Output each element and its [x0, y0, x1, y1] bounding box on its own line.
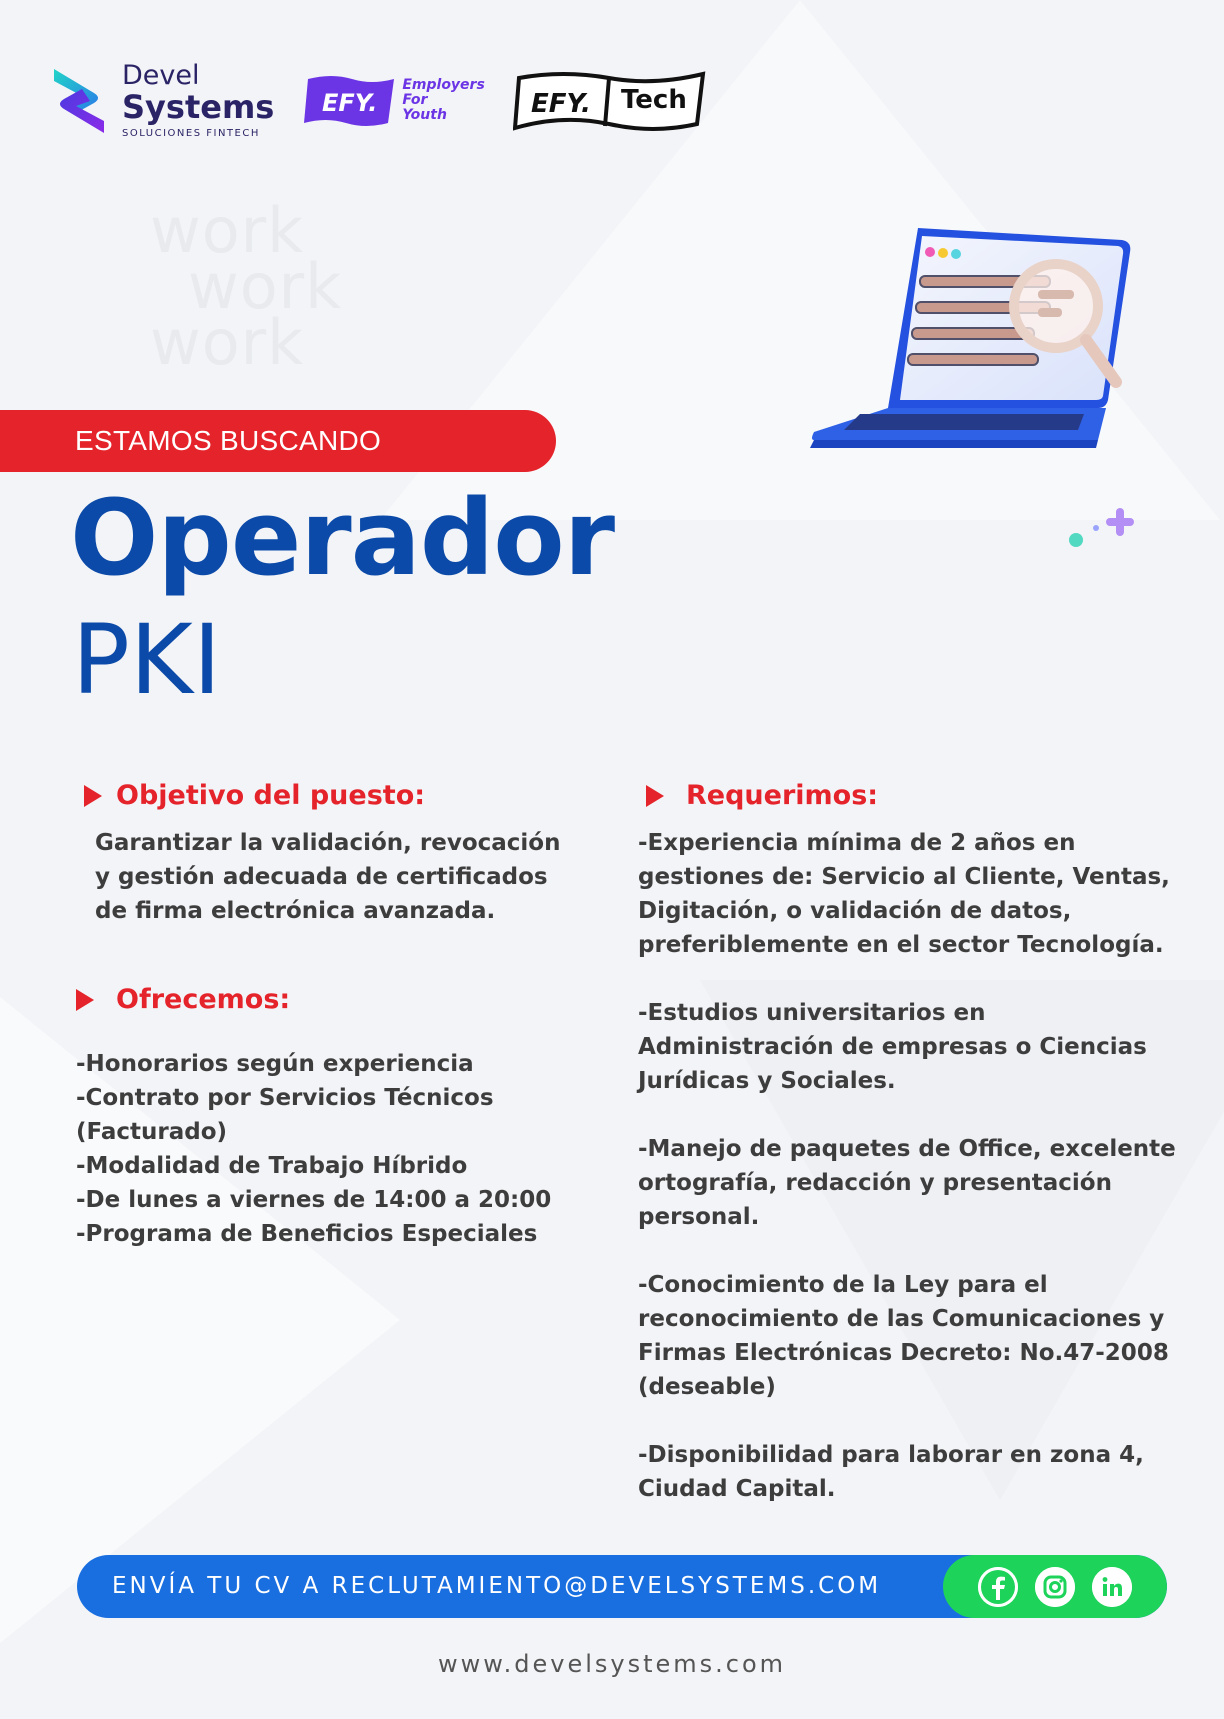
objetivo-line: Garantizar la validación, revocación — [95, 830, 561, 856]
job-title: Operador — [70, 477, 615, 599]
objetivo-heading — [84, 780, 425, 811]
efy-text-line3: Youth — [402, 106, 447, 123]
devel-logo-tagline: SOLUCIONES FINTECH — [122, 128, 260, 139]
objetivo-line: y gestión adecuada de certificados — [95, 864, 548, 890]
requerimos-line: Ciudad Capital. — [638, 1476, 836, 1502]
requerimos-line: -Conocimiento de la Ley para el — [638, 1272, 1048, 1298]
requerimos-line: -Disponibilidad para laborar en zona 4, — [638, 1442, 1144, 1468]
efy-mark-text: EFY. — [322, 88, 378, 117]
ofrecemos-item: -Honorarios según experiencia — [76, 1051, 474, 1077]
objetivo-heading-text: Objetivo del puesto: — [116, 780, 426, 811]
cta-bar — [77, 1555, 1167, 1618]
efy-tech-mark-text: EFY. — [530, 88, 591, 119]
devel-logo-line2: Systems — [122, 88, 275, 126]
ofrecemos-heading — [76, 984, 290, 1015]
ofrecemos-item: -Contrato por Servicios Técnicos — [76, 1085, 494, 1111]
plus-sparkle-icon — [1062, 500, 1138, 550]
linkedin-icon[interactable] — [1092, 1567, 1132, 1607]
triangle-bullet-icon — [76, 989, 94, 1011]
social-links — [943, 1555, 1167, 1618]
requerimos-line: personal. — [638, 1204, 760, 1230]
requerimos-heading-text: Requerimos: — [686, 780, 879, 811]
requerimos-line: reconocimiento de las Comunicaciones y — [638, 1306, 1165, 1332]
efy-tech-logo — [513, 66, 709, 136]
instagram-icon[interactable] — [1035, 1567, 1075, 1607]
efy-flag-icon — [302, 71, 398, 131]
requerimos-line: Firmas Electrónicas Decreto: No.47-2008 — [638, 1340, 1169, 1366]
ofrecemos-item: -Programa de Beneficios Especiales — [76, 1221, 538, 1247]
cv-email-link[interactable]: ENVÍA TU CV A RECLUTAMIENTO@DEVELSYSTEMS.COM — [112, 1573, 882, 1599]
requerimos-line: Digitación, o validación de datos, — [638, 898, 1072, 924]
requerimos-line: gestiones de: Servicio al Cliente, Ventas, — [638, 864, 1170, 890]
triangle-bullet-icon — [646, 785, 664, 807]
ofrecemos-item: (Facturado) — [76, 1119, 228, 1145]
ofrecemos-list — [76, 1047, 551, 1251]
website-url[interactable]: www.develsystems.com — [437, 1650, 787, 1678]
requerimos-list — [638, 826, 1176, 1506]
requerimos-line: -Estudios universitarios en — [638, 1000, 986, 1026]
requerimos-heading — [646, 780, 878, 811]
devel-logo-line1: Devel — [122, 60, 200, 91]
watermark-text: work — [188, 250, 343, 323]
job-title-subtitle: PKI — [72, 604, 222, 716]
logo-row — [46, 62, 709, 139]
requerimos-line: preferiblemente en el sector Tecnología. — [638, 932, 1164, 958]
requerimos-line: -Experiencia mínima de 2 años en — [638, 830, 1076, 856]
facebook-icon[interactable] — [978, 1567, 1018, 1607]
requerimos-line: Jurídicas y Sociales. — [638, 1068, 896, 1094]
devel-systems-mark-icon — [46, 63, 112, 139]
requerimos-line: ortografía, redacción y presentación — [638, 1170, 1112, 1196]
requerimos-line: Administración de empresas o Ciencias — [638, 1034, 1147, 1060]
efy-tech-text: Tech — [620, 84, 687, 115]
estamos-buscando-banner: ESTAMOS BUSCANDO — [0, 410, 556, 472]
efy-logo — [302, 71, 484, 131]
requerimos-line: -Manejo de paquetes de Office, excelente — [638, 1136, 1176, 1162]
triangle-bullet-icon — [84, 785, 102, 807]
watermark-text: work — [150, 194, 305, 267]
objetivo-line: de firma electrónica avanzada. — [95, 898, 496, 924]
objetivo-text — [95, 826, 560, 928]
ofrecemos-item: -De lunes a viernes de 14:00 a 20:00 — [76, 1187, 552, 1213]
requerimos-line: (deseable) — [638, 1374, 776, 1400]
devel-systems-logo — [46, 62, 274, 139]
efy-text-line1: Employers — [402, 77, 485, 94]
watermark-text: work — [150, 306, 305, 379]
ofrecemos-heading-text: Ofrecemos: — [116, 984, 291, 1015]
laptop-search-illustration — [800, 222, 1140, 454]
efy-text-line2: For — [402, 92, 428, 109]
ofrecemos-item: -Modalidad de Trabajo Híbrido — [76, 1153, 468, 1179]
